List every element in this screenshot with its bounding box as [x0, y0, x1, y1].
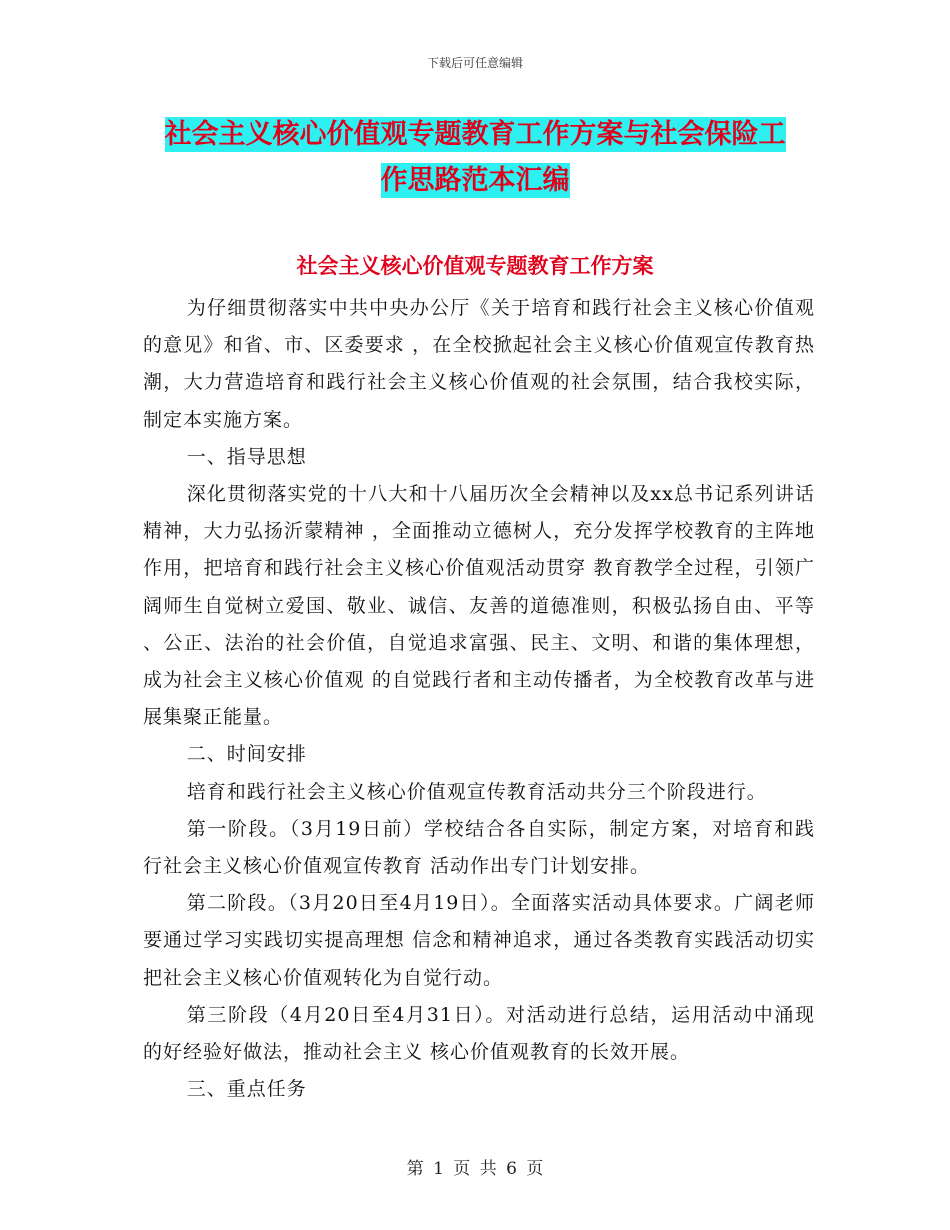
- stage-three-paragraph: 第三阶段（4月20日至4月31日）。对活动进行总结，运用活动中涌现的好经验好做法，推动社会主义 核心价值观教育的长效开展。: [143, 1003, 815, 1064]
- document-title-line-2: 作思路范本汇编: [380, 165, 570, 196]
- intro-paragraph: 为仔细贯彻落实中共中央办公厅《关于培育和践行社会主义核心价值观的意见》和省、市、区委要求 ，在全校掀起社会主义核心价值观宣传教育热潮，大力营造培育和践行社会主义核心价值观的社会氛围，结合我校实际，制定本实施方案。: [143, 297, 815, 431]
- document-title: [0, 112, 950, 204]
- document-title-line-1: 社会主义核心价值观专题教育工作方案与社会保险工: [164, 119, 786, 150]
- guiding-ideology-paragraph: 深化贯彻落实党的十八大和十八届历次全会精神以及xx总书记系列讲话精神，大力弘扬沂蒙精神 ，全面推动立德树人，充分发挥学校教育的主阵地作用，把培育和践行社会主义核心价值观活动贯穿 教育教学全过程，引领广阔师生自觉树立爱国、敬业、诚信、友善的道德准则，积极弘扬自由、平等 、公正、法治的社会价值，自觉追求富强、民主、文明、和谐的集体理想，成为社会主义核心价值观 的自觉践行者和主动传播者，为全校教育改革与进展集聚正能量。: [143, 483, 815, 729]
- section-title: 社会主义核心价值观专题教育工作方案: [296, 254, 654, 278]
- page-footer: 第 1 页 共 6 页: [406, 1159, 544, 1179]
- stage-one-paragraph: 第一阶段。（3月19日前）学校结合各自实际，制定方案，对培育和践行社会主义核心价值观宣传教育 活动作出专门计划安排。: [143, 817, 815, 878]
- heading-guiding-ideology: 一、指导思想: [186, 445, 307, 468]
- schedule-paragraph: 培育和践行社会主义核心价值观宣传教育活动共分三个阶段进行。: [186, 780, 767, 803]
- heading-key-tasks: 三、重点任务: [186, 1078, 307, 1101]
- document-body: [143, 290, 815, 1108]
- header-note: 下载后可任意编辑: [426, 56, 523, 70]
- heading-schedule: 二、时间安排: [186, 743, 307, 766]
- stage-two-paragraph: 第二阶段。（3月20日至4月19日）。全面落实活动具体要求。广阔老师要通过学习实践切实提高理想 信念和精神追求，通过各类教育实践活动切实把社会主义核心价值观转化为自觉行动。: [143, 892, 815, 989]
